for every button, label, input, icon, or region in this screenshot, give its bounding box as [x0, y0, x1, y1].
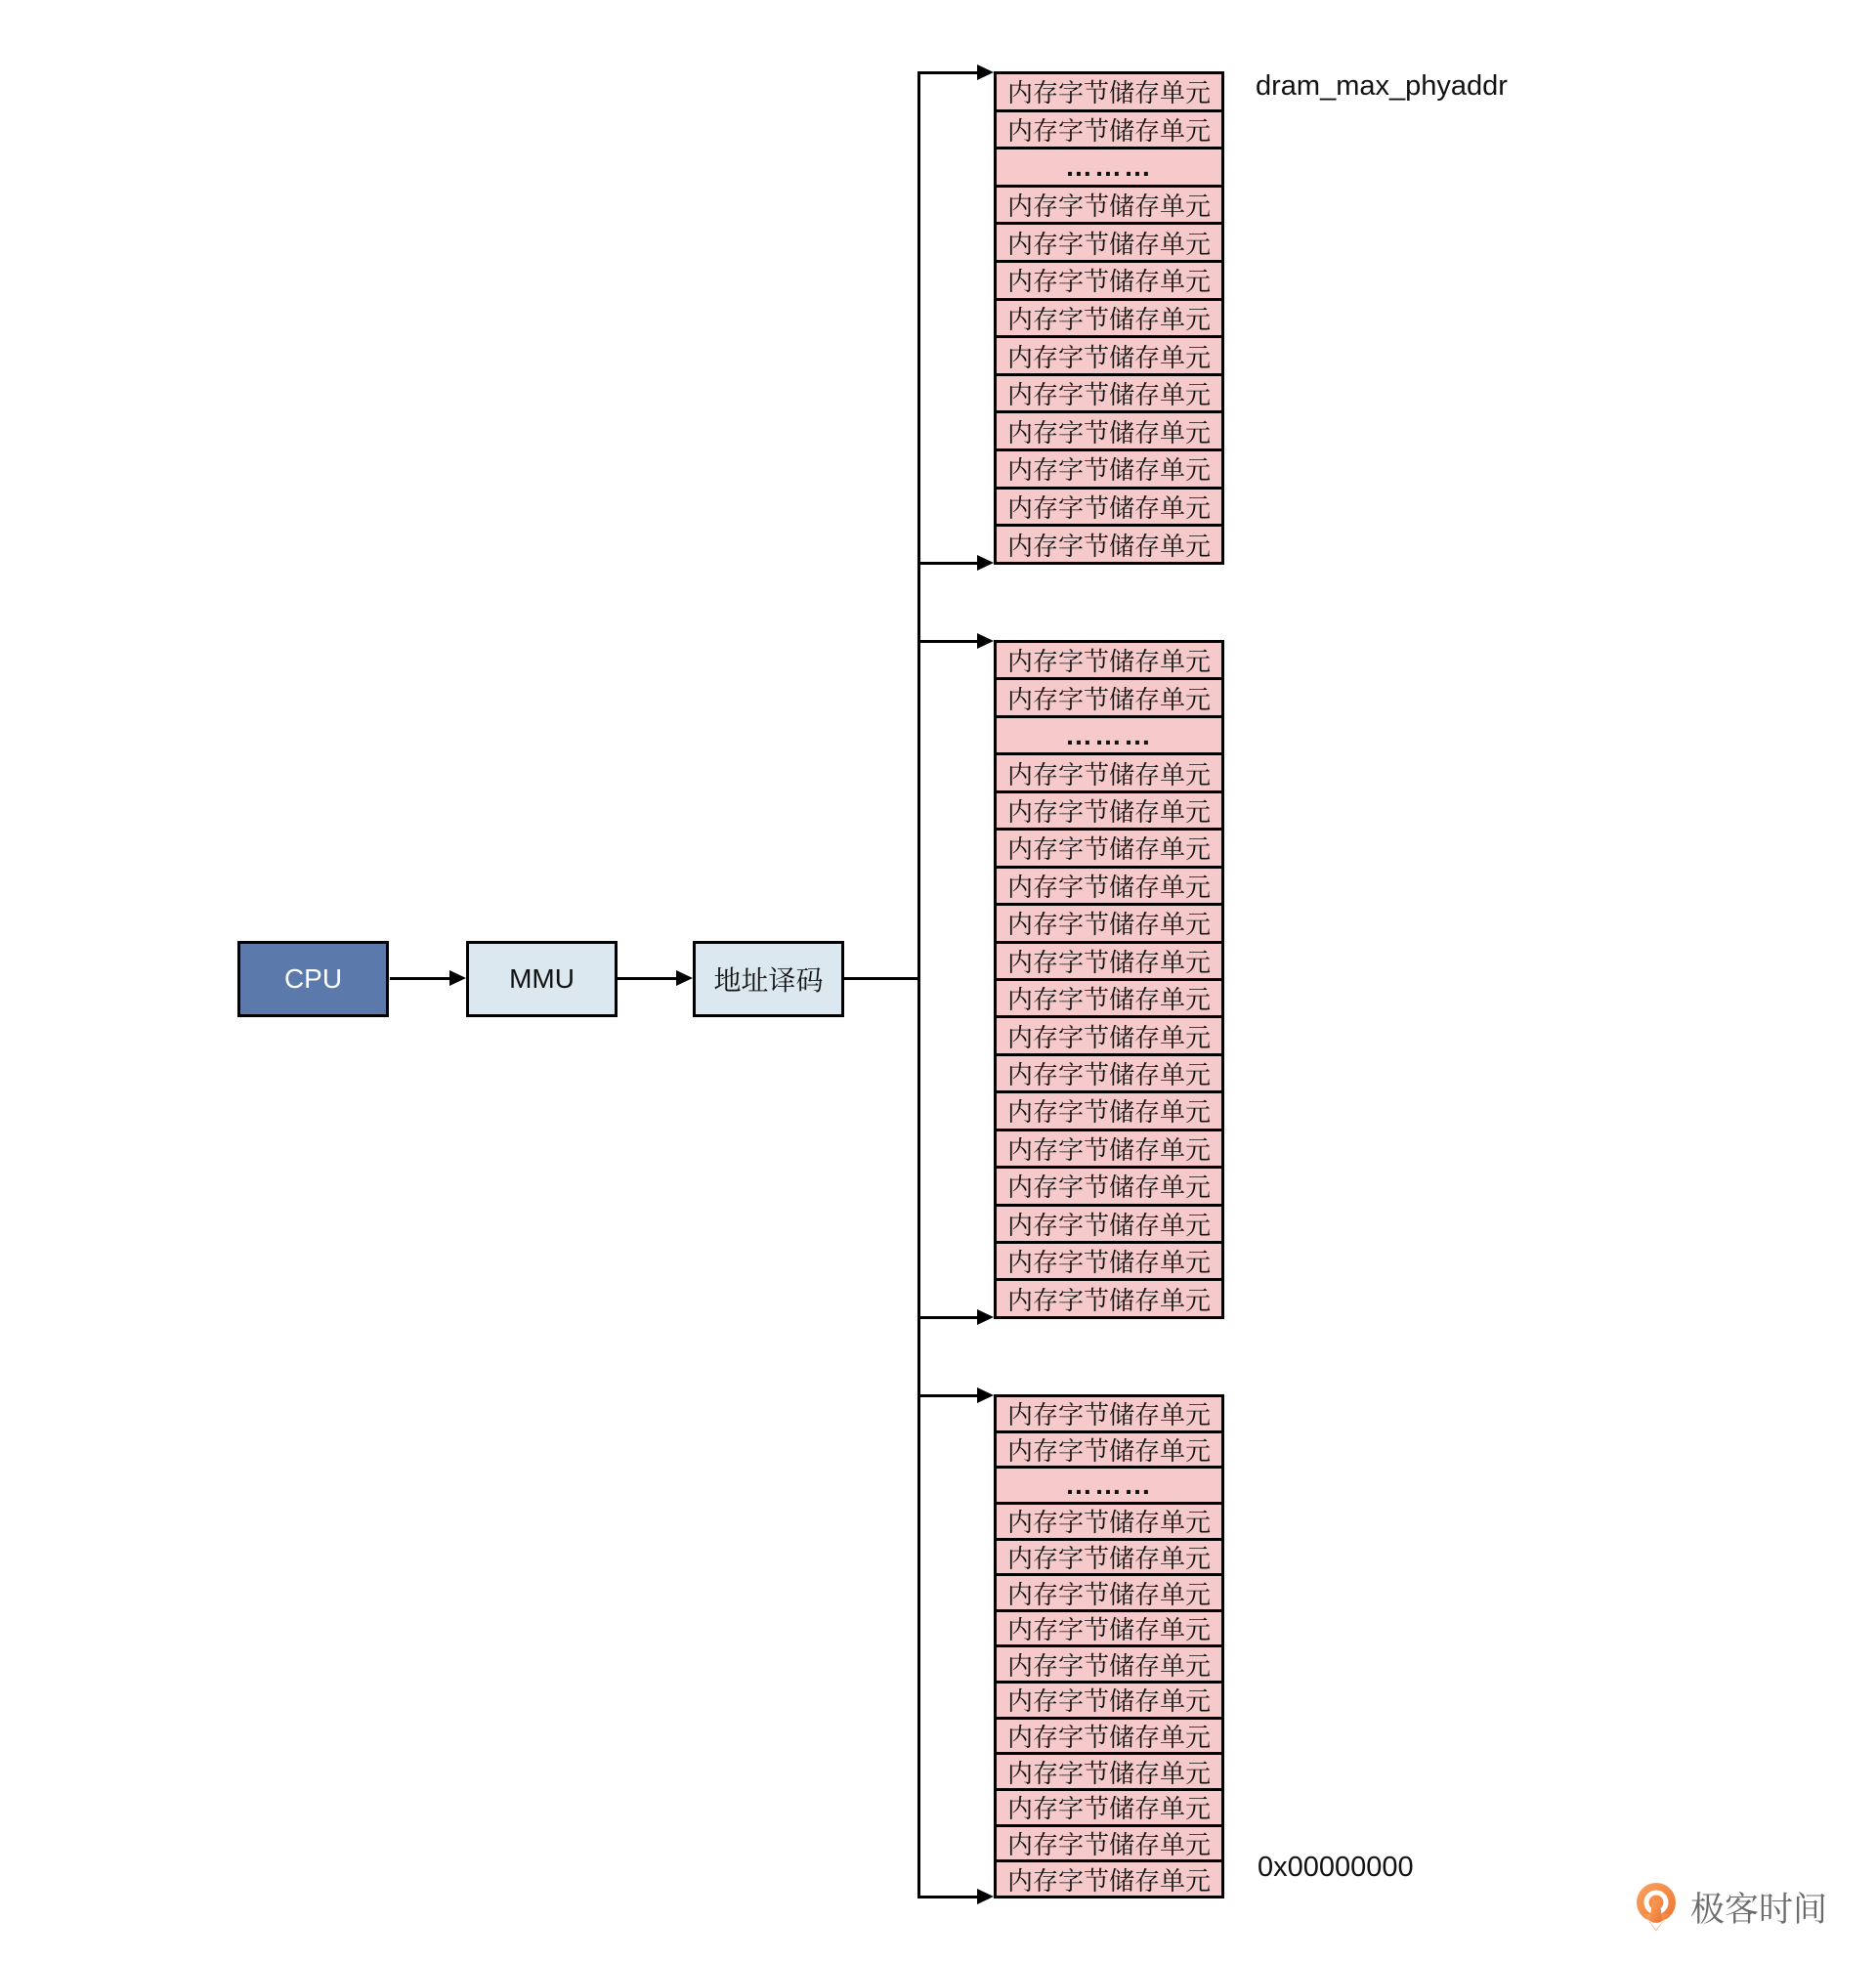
memory-cell-row: 内存字节储存单元 [997, 643, 1221, 680]
memory-cell-row: 内存字节储存单元 [997, 451, 1221, 490]
memory-cell-row: 内存字节储存单元 [997, 981, 1221, 1018]
geektime-logo [1634, 1882, 1827, 1933]
memory-cell-row: 内存字节储存单元 [997, 188, 1221, 226]
memory-cell-row: 内存字节储存单元 [997, 1647, 1221, 1684]
cpu-box: CPU [237, 941, 389, 1017]
memory-cell-row: 内存字节储存单元 [997, 225, 1221, 263]
memory-cell-row: 内存字节储存单元 [997, 1093, 1221, 1130]
memory-cell-row: 内存字节储存单元 [997, 869, 1221, 906]
cpu-to-mmu-line [390, 977, 450, 980]
memory-cell-row: 内存字节储存单元 [997, 1720, 1221, 1756]
memory-cell-row: 内存字节储存单元 [997, 1169, 1221, 1206]
min-physical-address-label: 0x00000000 [1258, 1852, 1414, 1883]
branch-line-block1-bottom [919, 562, 978, 565]
mmu-to-decoder-line [618, 977, 677, 980]
memory-cell-row: 内存字节储存单元 [997, 490, 1221, 528]
memory-cell-row: 内存字节储存单元 [997, 1244, 1221, 1281]
max-physical-address-label: dram_max_phyaddr [1256, 70, 1508, 102]
memory-cell-row: 内存字节储存单元 [997, 301, 1221, 339]
branch-line-block2-bottom [919, 1316, 978, 1319]
memory-cell-row: 内存字节储存单元 [997, 1791, 1221, 1827]
memory-cell-row: 内存字节储存单元 [997, 755, 1221, 792]
geektime-logo-icon [1634, 1882, 1681, 1933]
memory-block-top [994, 71, 1224, 565]
memory-cell-row: 内存字节储存单元 [997, 263, 1221, 301]
memory-cell-row: 内存字节储存单元 [997, 1755, 1221, 1791]
memory-cell-row: 内存字节储存单元 [997, 1862, 1221, 1896]
decoder-to-trunk-line [844, 977, 920, 980]
memory-cell-row: 内存字节储存单元 [997, 1576, 1221, 1612]
memory-cell-row: 内存字节储存单元 [997, 1827, 1221, 1863]
branch-line-block3-top [919, 1394, 978, 1397]
memory-cell-row: 内存字节储存单元 [997, 906, 1221, 943]
memory-cell-row: 内存字节储存单元 [997, 112, 1221, 150]
memory-cell-row: 内存字节储存单元 [997, 1612, 1221, 1648]
memory-cell-row: 内存字节储存单元 [997, 1541, 1221, 1577]
memory-cell-row: 内存字节储存单元 [997, 944, 1221, 981]
memory-block-bottom [994, 1394, 1224, 1898]
mmu-box: MMU [466, 941, 618, 1017]
memory-cell-row: 内存字节储存单元 [997, 527, 1221, 562]
memory-ellipsis-row: ……… [997, 149, 1221, 188]
branch-arrow-block1-bottom-icon [977, 555, 994, 571]
memory-ellipsis-row: ……… [997, 1469, 1221, 1505]
branch-arrow-block1-top-icon [977, 64, 994, 80]
address-decoder-box: 地址译码 [693, 941, 844, 1017]
mmu-to-decoder-arrow-icon [676, 970, 693, 986]
cpu-to-mmu-arrow-icon [449, 970, 466, 986]
branch-arrow-block2-top-icon [977, 633, 994, 649]
branch-arrow-block3-bottom-icon [977, 1889, 994, 1904]
memory-cell-row: 内存字节储存单元 [997, 1018, 1221, 1055]
memory-cell-row: 内存字节储存单元 [997, 1131, 1221, 1169]
branch-line-block2-top [919, 640, 978, 643]
memory-cell-row: 内存字节储存单元 [997, 413, 1221, 451]
trunk-line [917, 71, 920, 1898]
memory-cell-row: 内存字节储存单元 [997, 1684, 1221, 1720]
memory-cell-row: 内存字节储存单元 [997, 376, 1221, 414]
memory-cell-row: 内存字节储存单元 [997, 680, 1221, 717]
branch-arrow-block3-top-icon [977, 1387, 994, 1403]
memory-cell-row: 内存字节储存单元 [997, 1207, 1221, 1244]
memory-cell-row: 内存字节储存单元 [997, 793, 1221, 831]
branch-line-block3-bottom [919, 1896, 978, 1898]
branch-line-block1-top [919, 71, 978, 74]
memory-cell-row: 内存字节储存单元 [997, 831, 1221, 868]
memory-cell-row: 内存字节储存单元 [997, 1433, 1221, 1470]
memory-cell-row: 内存字节储存单元 [997, 74, 1221, 112]
memory-cell-row: 内存字节储存单元 [997, 1281, 1221, 1315]
memory-cell-row: 内存字节储存单元 [997, 338, 1221, 376]
branch-arrow-block2-bottom-icon [977, 1309, 994, 1325]
memory-cell-row: 内存字节储存单元 [997, 1056, 1221, 1093]
geektime-logo-text: 极客时间 [1690, 1891, 1828, 1929]
memory-ellipsis-row: ……… [997, 718, 1221, 755]
memory-cell-row: 内存字节储存单元 [997, 1505, 1221, 1541]
memory-cell-row: 内存字节储存单元 [997, 1397, 1221, 1433]
memory-block-middle [994, 640, 1224, 1319]
